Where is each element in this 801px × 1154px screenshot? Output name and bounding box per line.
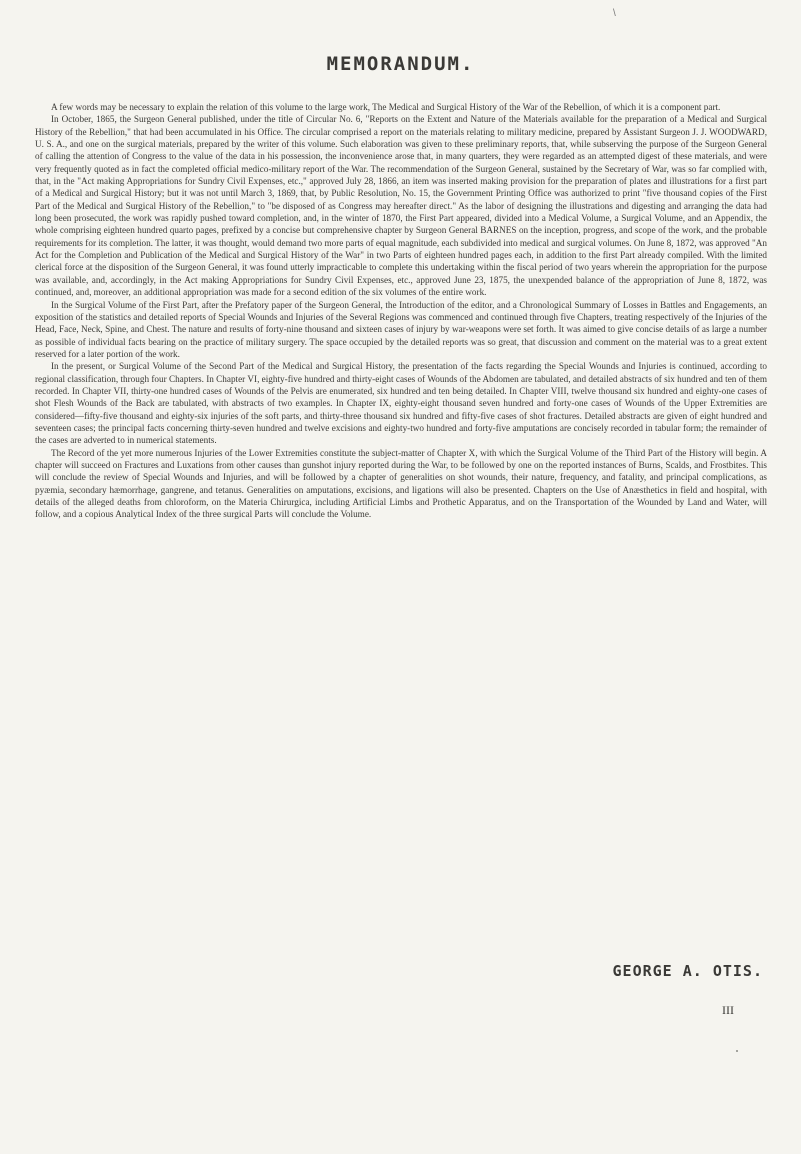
paragraph-4: In the present, or Surgical Volume of the Second Part of the Medical and Surgical History, the presentation of the facts regarding the Special Wounds and Injuries is continued, according to regional classification, through four Chapters. In Chapter VI, eighty-five hundred and thirty-eight cases of Wounds of the Abdomen are tabulated, and detailed abstracts of six hundred and ten of them recorded. In Chapter VII, thirty-one hundred cases of Wounds of the Pelvis are enumerated, six hundred and ten being detailed. In Chapter VIII, twelve thousand six hundred and eighty-one cases of shot Flesh Wounds of the Back are tabulated, with abstracts of two examples. In Chapter IX, eighty-eight thousand seven hundred and forty-one cases of Wounds of the Upper Extremities are considered—fifty-five thousand and eighty-six injuries of the soft parts, and thirty-three thousand six hundred and fifty-five cases of shot fractures. Detailed abstracts are given of eight hundred and seventeen cases; the principal facts concerning thirty-seven hundred and twelve excisions and eighty-two hundred and forty-five amputations are concisely recorded in tabular form; the remainder of the cases are adverted to in numerical statements.: [35, 361, 767, 446]
corner-mark: \: [613, 8, 616, 19]
page-number: III: [722, 1003, 734, 1017]
scan-speck: [736, 1050, 738, 1052]
signature: GEORGE A. OTIS.: [612, 962, 763, 980]
paragraph-3: In the Surgical Volume of the First Part, after the Prefatory paper of the Surgeon General, the Introduction of the editor, and a Chronological Summary of Losses in Battles and Engagements, an exposition of the statistics and detailed reports of Special Wounds and Injuries of the Several Regions was commenced and continued through five Chapters, treating respectively of the Injuries of the Head, Face, Neck, Spine, and Chest. The nature and results of forty-nine thousand and sixteen cases of injury by war-weapons were set forth. It was aimed to give concise details of as large a number as possible of individual facts bearing on the practice of military surgery. The space occupied by the detailed reports was so great, that discussion and comment on the material was to a great extent reserved for a later portion of the work.: [35, 299, 767, 359]
paragraph-2: In October, 1865, the Surgeon General published, under the title of Circular No. 6, "Reports on the Extent and Nature of the Materials available for the preparation of a Medical and Surgical History of the Rebellion," that had been accumulated in his Office. The circular comprised a report on the materials relating to military medicine, prepared by Assistant Surgeon J. J. WOODWARD, U. S. A., and one on the surgical materials, prepared by the writer of this volume. Such elaboration was given to these preliminary reports, that, while subserving the purpose of the Surgeon General of calling the attention of Congress to the value of the data in his possession, the inconvenience arose that, in many quarters, they were regarded as an attempted digest of these materials, and were very frequently quoted as in fact the completed official medico-military report of the War. The recommendation of the Surgeon General, sustained by the Secretary of War, was so far complied with, that, in the "Act making Appropriations for Sundry Civil Expenses, etc.," approved July 28, 1866, an item was inserted making provision for the preparation of plates and illustrations for a first part of a Medical and Surgical History; but it was not until March 3, 1869, that, by Public Resolution, No. 15, the Government Printing Office was authorized to print "five thousand copies of the First Part of the Medical and Surgical History of the Rebellion," to "be disposed of as Congress may hereafter direct." As the labor of designing the illustrations and digesting and arranging the data had long been prosecuted, the work was rapidly pushed toward completion, and, in the winter of 1870, the First Part appeared, divided into a Medical Volume, a Surgical Volume, and an Appendix, the whole comprising eighteen hundred quarto pages, prefixed by a concise but comprehensive chapter by Surgeon General BARNES on the inception, progress, and scope of the work, and the probable requirements for its completion. The latter, it was thought, would demand two more parts of equal magnitude, each subdivided into medical and surgical volumes. On June 8, 1872, was approved "An Act for the Completion and Publication of the Medical and Surgical History of the War" in two Parts of eighteen hundred pages each, in addition to the first Part already compiled. With the limited clerical force at the disposition of the Surgeon General, it was found utterly impracticable to complete this undertaking within the fiscal period of two years wherein the appropriation for the purpose was available, and, accordingly, in the Act making Appropriations for Sundry Civil Expenses, etc., approved June 23, 1875, the unexpended balance of the appropriation of June 8, 1872, was continued, and, moreover, an additional appropriation was made for a second edition of the six volumes of the entire work.: [35, 114, 767, 298]
page-title: MEMORANDUM.: [326, 52, 475, 75]
paragraph-1: A few words may be necessary to explain the relation of this volume to the large work, The Medical and Surgical History of the War of the Rebellion, of which it is a component part.: [51, 102, 721, 112]
paragraph-5: The Record of the yet more numerous Injuries of the Lower Extremities constitute the subject-matter of Chapter X, with which the Surgical Volume of the Third Part of the History will begin. A chapter will succeed on Fractures and Luxations from other causes than gunshot injury reported during the War, to be followed by one on the reported instances of Burns, Scalds, and Frostbites. This will conclude the review of Special Wounds and Injuries, and will be followed by a chapter of generalities on shot wounds, their nature, frequency, and fatality, and principal complications, as pyæmia, secondary hæmorrhage, gangrene, and tetanus. Generalities on amputations, excisions, and ligations will also be presented. Chapters on the Use of Anæsthetics in field and hospital, with details of the alleged deaths from chloroform, on the Materia Chirurgica, including Artificial Limbs and Prothetic Apparatus, and on the Transportation of the Wounded by Land and Water, will follow, and a copious Analytical Index of the three surgical Parts will conclude the Volume.: [35, 447, 767, 520]
memorandum-body: [35, 101, 767, 521]
